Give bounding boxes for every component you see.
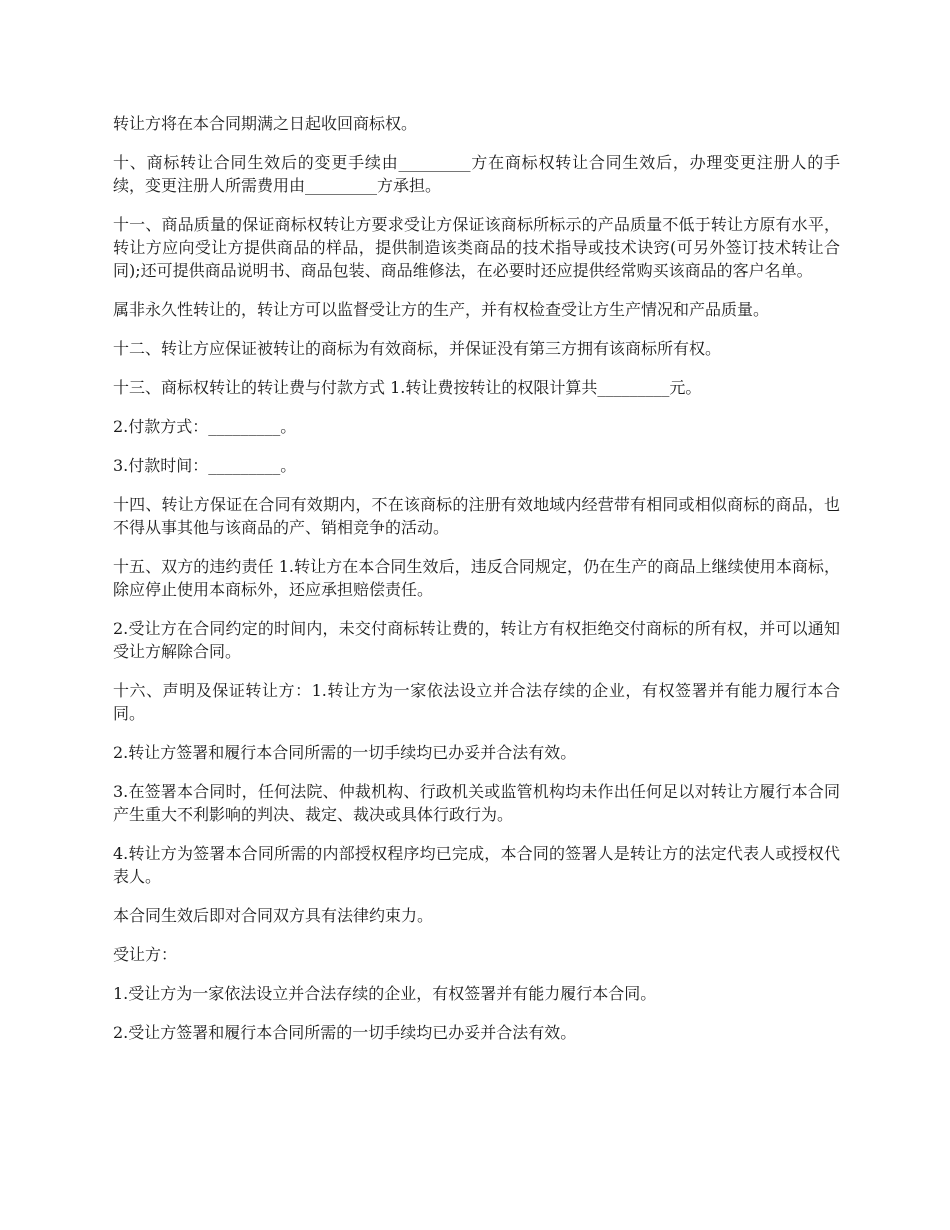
paragraph-return-of-trademark: 转让方将在本合同期满之日起收回商标权。 [113, 114, 418, 133]
paragraph-payment-time: 3.付款时间：_________。 [113, 456, 297, 475]
paragraph-non-permanent-transfer: 属非永久性转让的，转让方可以监督受让方的生产，并有权检查受让方生产情况和产品质量。 [113, 300, 770, 319]
paragraph-clause-11-quality-guarantee: 十一、商品质量的保证商标权转让方要求受让方保证该商标所标示的产品质量不低于转让方原有水平，转让方应向受让方提供商品的样品，提供制造该类商品的技术指导或技术诀窍(可另外签订技术转让合同);还可提供商品说明书、商品包装、商品维修法，在必要时还应提供经常购买该商品的客户名单。 [113, 215, 840, 280]
paragraph-clause-13-transfer-fee: 十三、商标权转让的转让费与付款方式 1.转让费按转让的权限计算共_________元。 [113, 378, 702, 397]
paragraph-clause-12-valid-trademark: 十二、转让方应保证被转让的商标为有效商标，并保证没有第三方拥有该商标所有权。 [113, 339, 722, 358]
paragraph-no-adverse-rulings: 3.在签署本合同时，任何法院、仲裁机构、行政机关或监管机构均未作出任何足以对转让方履行本合同产生重大不利影响的判决、裁定、裁决或具体行政行为。 [113, 782, 840, 824]
paragraph-clause-16-representations: 十六、声明及保证转让方：1.转让方为一家依法设立并合法存续的企业，有权签署并有能力履行本合同。 [113, 681, 840, 723]
paragraph-transferee-heading: 受让方： [113, 945, 178, 964]
paragraph-binding-effect: 本合同生效后即对合同双方具有法律约束力。 [113, 906, 434, 925]
paragraph-transferor-procedures: 2.转让方签署和履行本合同所需的一切手续均已办妥并合法有效。 [113, 743, 577, 762]
paragraph-transferee-procedures: 2.受让方签署和履行本合同所需的一切手续均已办妥并合法有效。 [113, 1023, 577, 1042]
document-body [113, 112, 840, 1060]
paragraph-clause-10-change-procedure: 十、商标转让合同生效后的变更手续由_________方在商标权转让合同生效后，办理变更注册人的手续，变更注册人所需费用由_________方承担。 [113, 153, 840, 195]
paragraph-clause-14-non-compete: 十四、转让方保证在合同有效期内，不在该商标的注册有效地域内经营带有相同或相似商标的商品，也不得从事其他与该商品的产、销相竞争的活动。 [113, 495, 840, 537]
paragraph-internal-authorization: 4.转让方为签署本合同所需的内部授权程序均已完成，本合同的签署人是转让方的法定代表人或授权代表人。 [113, 844, 840, 886]
paragraph-transferee-established: 1.受让方为一家依法设立并合法存续的企业，有权签署并有能力履行本合同。 [113, 984, 657, 1003]
paragraph-clause-15-breach-liability: 十五、双方的违约责任 1.转让方在本合同生效后，违反合同规定，仍在生产的商品上继续使用本商标，除应停止使用本商标外，还应承担赔偿责任。 [113, 557, 840, 599]
paragraph-payment-method: 2.付款方式：_________。 [113, 417, 297, 436]
paragraph-transferee-nonpayment: 2.受让方在合同约定的时间内，未交付商标转让费的，转让方有权拒绝交付商标的所有权，并可以通知受让方解除合同。 [113, 619, 840, 661]
